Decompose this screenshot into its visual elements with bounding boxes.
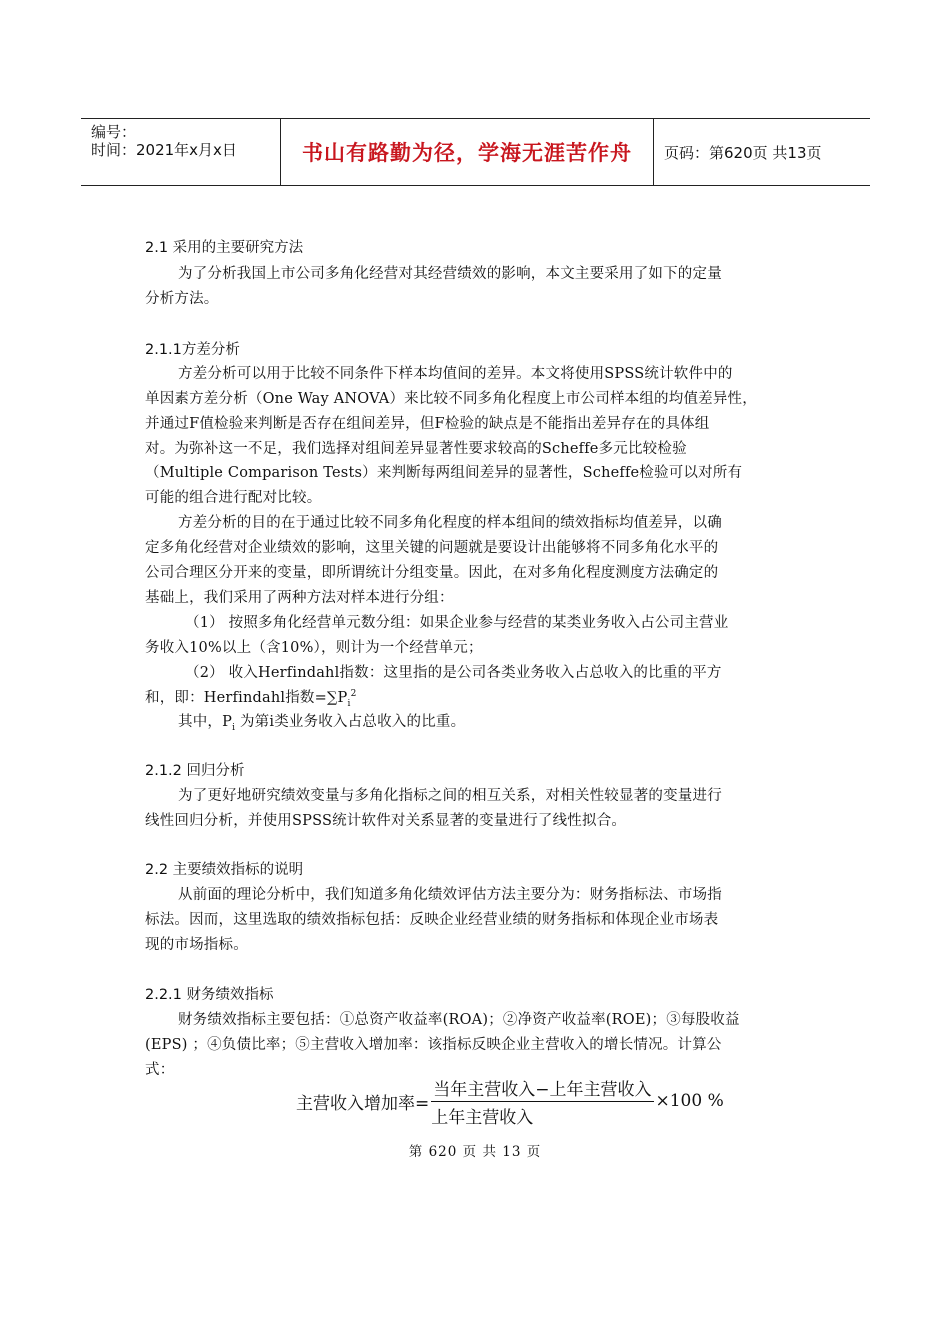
paragraph-line: 式： bbox=[145, 1062, 175, 1078]
paragraph-line: 方差分析的目的在于通过比较不同多角化程度的样本组间的绩效指标均值差异，以确 bbox=[178, 515, 722, 531]
header-table bbox=[81, 118, 870, 186]
growth-rate-formula bbox=[296, 1078, 724, 1128]
paragraph-line: 从前面的理论分析中，我们知道多角化绩效评估方法主要分为：财务指标法、市场指 bbox=[178, 887, 722, 903]
paragraph-line: 定多角化经营对企业绩效的影响，这里关键的问题就是要设计出能够将不同多角化水平的 bbox=[145, 540, 719, 556]
formula-denominator: 上年主营收入 bbox=[431, 1107, 534, 1128]
paragraph-line: 财务绩效指标主要包括：①总资产收益率(ROA)；②净资产收益率(ROE)；③每股收益 bbox=[178, 1012, 740, 1028]
paragraph-line: 为了分析我国上市公司多角化经营对其经营绩效的影响，本文主要采用了如下的定量 bbox=[178, 266, 722, 282]
note-subscript: i bbox=[232, 722, 236, 733]
note-text-post: 为第i类业务收入占总收入的比重。 bbox=[235, 714, 466, 730]
note-line bbox=[178, 710, 465, 733]
header-motto-cell bbox=[281, 119, 654, 185]
paragraph-line: 公司合理区分开来的变量，即所谓统计分组变量。因此，在对多角化程度测度方法确定的 bbox=[145, 565, 719, 581]
list-item-1: （1） 按照多角化经营单元数分组：如果企业参与经营的某类业务收入占公司主营业 bbox=[185, 615, 729, 631]
note-text-pre: 其中，P bbox=[178, 714, 233, 730]
paragraph-line: 为了更好地研究绩效变量与多角化指标之间的相互关系，对相关性较显著的变量进行 bbox=[178, 788, 722, 804]
document-id-label: 编号： bbox=[91, 123, 137, 141]
section-2-2-1-title: 2.2.1 财务绩效指标 bbox=[145, 987, 274, 1003]
paragraph-line: 对。为弥补这一不足，我们选择对组间差异显著性要求较高的Scheffe多元比较检验 bbox=[145, 441, 687, 457]
paragraph-line: 方差分析可以用于比较不同条件下样本均值间的差异。本文将使用SPSS统计软件中的 bbox=[178, 366, 733, 382]
formula-subscript: i bbox=[347, 698, 351, 709]
paragraph-line: 现的市场指标。 bbox=[145, 937, 248, 953]
formula-text: 和，即：Herfindahl指数=∑P bbox=[145, 690, 348, 706]
section-2-1-1-title: 2.1.1方差分析 bbox=[145, 342, 240, 358]
formula-lhs: 主营收入增加率= bbox=[296, 1093, 430, 1114]
list-item-2: （2） 收入Herfindahl指数：这里指的是公司各类业务收入占总收入的比重的平方 bbox=[185, 665, 722, 681]
header-page-info: 页码：第620页 共13页 bbox=[664, 143, 822, 162]
page-footer: 第 620 页 共 13 页 bbox=[408, 1144, 542, 1160]
herfindahl-formula-line bbox=[145, 686, 357, 709]
header-meta-cell bbox=[81, 119, 281, 185]
formula-rhs: ×100 % bbox=[655, 1091, 724, 1111]
section-2-1-2-title: 2.1.2 回归分析 bbox=[145, 763, 245, 779]
paragraph-line: （Multiple Comparison Tests）来判断每两组间差异的显著性，Scheffe检验可以对所有 bbox=[145, 465, 743, 481]
formula-superscript: 2 bbox=[350, 689, 357, 700]
formula-numerator: 当年主营收入−上年主营收入 bbox=[431, 1075, 653, 1102]
header-page-cell bbox=[654, 119, 870, 185]
document-time-label: 时间：2021年x月x日 bbox=[91, 141, 237, 159]
paragraph-line: 单因素方差分析（One Way ANOVA）来比较不同多角化程度上市公司样本组的均值差异性， bbox=[145, 391, 757, 407]
section-2-1-title: 2.1 采用的主要研究方法 bbox=[145, 240, 304, 256]
paragraph-line: 标法。因而，这里选取的绩效指标包括：反映企业经营业绩的财务指标和体现企业市场表 bbox=[145, 912, 719, 928]
paragraph-line: 分析方法。 bbox=[145, 291, 219, 307]
paragraph-line: 并通过F值检验来判断是否存在组间差异，但F检验的缺点是不能指出差异存在的具体组 bbox=[145, 416, 710, 432]
paragraph-line: 可能的组合进行配对比较。 bbox=[145, 490, 322, 506]
section-2-2-title: 2.2 主要绩效指标的说明 bbox=[145, 862, 304, 878]
paragraph-line: (EPS) ；④负债比率；⑤主营收入增加率：该指标反映企业主营收入的增长情况。计算公 bbox=[145, 1037, 722, 1053]
paragraph-line: 务收入10%以上（含10%），则计为一个经营单元； bbox=[145, 640, 483, 656]
paragraph-line: 基础上，我们采用了两种方法对样本进行分组： bbox=[145, 590, 454, 606]
formula-fraction bbox=[431, 1075, 653, 1128]
paragraph-line: 线性回归分析，并使用SPSS统计软件对关系显著的变量进行了线性拟合。 bbox=[145, 813, 627, 829]
motto-text: 书山有路勤为径，学海无涯苦作舟 bbox=[302, 141, 632, 165]
